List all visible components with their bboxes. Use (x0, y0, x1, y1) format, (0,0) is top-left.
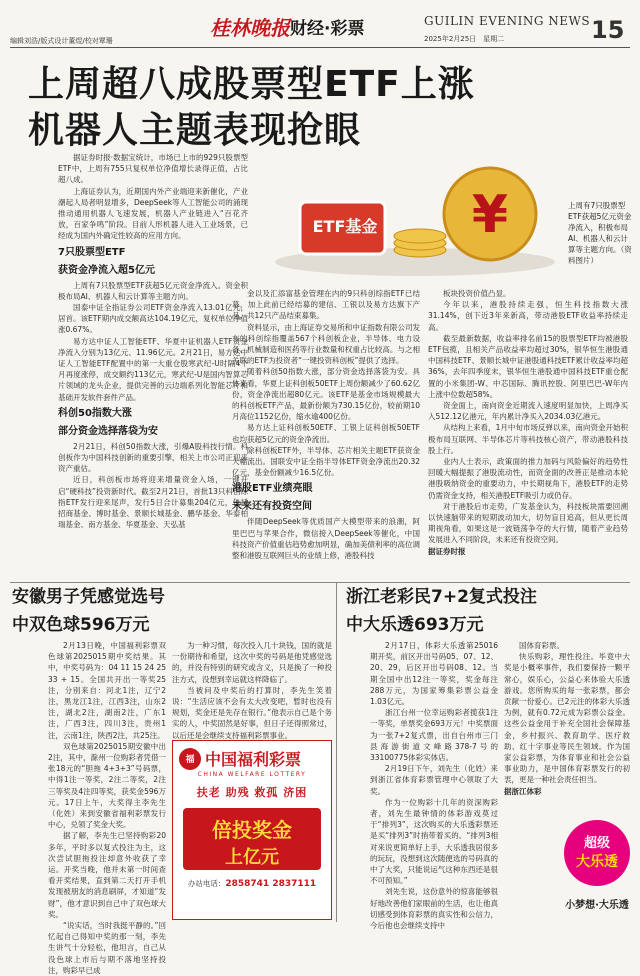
paragraph: 资金面上，南向资金近期流入速度明显加快，上周净买入512.12亿港元，年内累计净买入2034.03亿港元。 (428, 401, 628, 422)
byline: 据证券时报 (428, 546, 466, 556)
paragraph: 近日，科创板市场将迎来增量资金入场，一键开启“硬科技”投资新时代。截至2月21日，首批13只科创综指ETF发行迎来尾声，发行5日合计募集204亿元，包括招商基金、博时基金、景顺长城基金、鹏华基金、华泰柏瑞基金、南方基金、华夏基金、天弘基 (58, 475, 248, 530)
article-left-subtitle: 中双色球596万元 (12, 615, 150, 635)
welfare-promo (183, 808, 321, 870)
paragraph: 业内人士表示，政策面的推力加码与风险偏好的趋势性回暖大幅提振了港股流动性，而资金面的改善正是推动本轮港股吸纳资金的重要动力，中长期视角下，港股ETF的走势仍需资金支持，相关港股ETF吸引力或仍存。 (428, 457, 628, 500)
section-divider (10, 582, 630, 583)
article-right-column-1 (370, 640, 498, 931)
subheading: 港股ETF业绩亮眼 (232, 483, 313, 495)
welfare-lottery-ad (172, 740, 332, 920)
paragraph: 浙江台州一位幸运购彩者揽获1注一等奖，单票奖金693万元！中奖票面为一张7+2复式票，出自台州市三门县海游街道文峰路378-7号的33100775体彩实体店。 (370, 708, 498, 763)
paragraph: 刘先生说，这份意外的惊喜能够很好地改善他们家眼前的生活，也让他真切感受到体育彩票的真实性和公信力，今后他也会继续支持中 (370, 887, 498, 931)
masthead (0, 0, 640, 50)
lead-headline (28, 62, 475, 154)
paragraph: 今年以来，港股持续走强，恒生科技指数大涨31.14%，创下近3年来新高，带动港股ETF收益率持续走高。 (428, 300, 628, 332)
article-right-subtitle: 中大乐透693万元 (346, 615, 484, 635)
paragraph: 2月13日晚，中国福利彩票双色球第2025015期中奖结果。其中，中奖号码为：04 11 15 24 25 33 + 15。全国共开出一等奖25注，分别来自：河北1注，辽宁2注，黑龙江1注，江西3注，山东2注，湖北2注，湖南2注，广东1注，广西3注，四川3注，贵州1注，云南1注，陕西2注，共25注。 (48, 641, 166, 740)
paragraph: 2月19日下午，刘先生（化姓）来到浙江省体育彩票管理中心领取了大奖。 (370, 764, 498, 796)
paragraph: 据了解，李先生已坚持购彩20多年，平时多以复式投注为主，这次尝试胆拖投注却意外收获了幸运。开奖当晚，他并未第一时间查看开奖结果，直到第二天打开手机发现被朋友的消息刷屏，才知道“发财”，他才意识到自己中了双色球大奖。 (48, 831, 166, 919)
paragraph: 作为一位购彩十几年的资深购彩者，刘先生最钟情的体彩游戏莫过于“排列3”，这次购买的大乐透彩票还是买“排列3”时捎带着买的。“排列3相对来说更简单好上手，大乐透我居很多的玩玩，没想到这次随便选的号码真的中了大奖，只能说运气这种东西还是很不可预知。” (370, 797, 498, 886)
article-left-title: 安徽男子凭感觉选号 (12, 587, 165, 607)
paragraph: 上海证券认为，近期国内外产业端迎来新催化，产业潮起人局者明显增多，DeepSeek等人工智能公司的涌现推动通用机器人飞速发展，机器人产业链进入“百花齐放，百家争鸣”阶段。目前人形机器人进入工业场景，已经成为国内外确定性较高的应用方向。 (58, 186, 248, 241)
lead-headline-line1: 上周超八成股票型ETF上涨 (28, 64, 475, 105)
welfare-brand: 中国福利彩票 (205, 750, 302, 769)
editor-credits: 编辑刘浩/版式设计董煜/校对覃珊 (10, 37, 113, 45)
paragraph: 板块投资价值凸显。 (443, 289, 511, 298)
paragraph: 截至最新数据，收益率排名前15的股票型ETF均被港股ETF包揽，且相关产品收益率均超过30%，银华恒生港股通中国科技ETF、景顺长城中证港股通科技ETF累计收益率均超36%，去年四季度末，银华恒生港股通中国科技ETF重仓配置的小米集团-W、中芯国际、腾讯控股、阿里巴巴-W年内上涨中位数超58%。 (428, 333, 628, 399)
lotto-tagline: 小梦想·大乐透 (565, 900, 629, 911)
masthead-rule (10, 47, 630, 48)
super-lotto-icon (564, 820, 630, 886)
subheading: 7只股票型ETF (58, 246, 126, 258)
paragraph: 从结构上来看，1月中旬市场反弹以来，南向资金开始积极布局互联网、半导体芯片等科技核心资产，带动港股科技股上行。 (428, 423, 628, 455)
lead-headline-line2: 机器人主题表现抢眼 (28, 110, 362, 151)
lotto-line-1: 超级 (583, 836, 610, 851)
article-right-column-2 (504, 640, 630, 816)
paragraph: 据证券时报·数据宝统计，市场已上市的929只股票型ETF中，上周有755只复权单位净值增长录得正值，占比超八成。 (58, 153, 248, 185)
page-number: 15 (591, 16, 625, 44)
paper-english-name: GUILIN EVENING NEWS (424, 14, 591, 28)
welfare-logo-icon: 福 (179, 748, 201, 770)
subheading: 未来还有投资空间 (232, 501, 312, 513)
paragraph: 伴随DeepSeek等优质国产大模型带来的浪潮，阿里巴巴与苹果合作，微信接入DeepSeek等催化，中国科技资产价值重估趋势愈加明显，确加美债利率的高位调整和港股互联网巨头的业绩上修，港股科技 (232, 517, 420, 561)
welfare-slogan: 扶老 助残 救孤 济困 (196, 786, 308, 799)
phone-label: 办站电话： (187, 879, 226, 888)
subheading: 科创50指数大涨 (58, 407, 132, 419)
byline: 据浙江体彩 (504, 786, 542, 796)
paragraph: 国泰中证全指证券公司ETF资金净流入13.01亿元，居首。该ETF期内成交额高达104.19亿元，复权单位净值涨0.67%。 (58, 303, 248, 335)
subheading: 部分资金选择落袋为安 (58, 425, 158, 437)
welfare-phone (173, 878, 331, 889)
promo-line-1: 倍投奖金 (212, 818, 292, 842)
article-right-title: 浙江老彩民7+2复式投注 (346, 587, 537, 607)
lotto-line-2: 大乐透 (576, 854, 618, 870)
paragraph: 2月21日，科创50指数大涨，引爆A股科技行情。科创板作为中国科技创新的重要引擎，相关上市公司正迎来资产重估。 (58, 441, 248, 474)
paragraph: 为一种习惯，每次投入几十块钱，国的就是一份期待和希望，这次中奖的号码是他凭感觉选的，并没有特别的研究或含义，只是换了一种投注方式，没想到幸运就这样降临了。 (172, 641, 332, 684)
paragraph: 除科创板ETF外，半导体、芯片相关主题ETF获资金大幅流出。国联安中证全指半导体ETF资金净流出20.32亿元，基金份额减少16.5亿份。 (232, 445, 420, 478)
paragraph: 双色球第2025015期安徽中出2注，其中，滁州一位购彩者凭借一张18元的“胆拖 4+3+3”号码票，中得1注一等奖，2注二等奖，2注三等奖及4注四等奖，获奖金596万元。17日上午，大奖得主李先生（化姓）来到安徽省福利彩票发行中心，兑领了奖金大奖。 (48, 741, 166, 830)
svg-text:¥: ¥ (471, 185, 509, 245)
subheading: 获资金净流入超5亿元 (58, 264, 155, 276)
paragraph: 金以及汇添富基金管理在内的9只科创综指ETF已结募，加上此前已经结募的建信、工银以及易方达旗下产品，共12只产品结束募集。 (232, 289, 420, 321)
image-caption: 上周有7只股票型ETF获超5亿元资金净流入，积极布局AI、机器人和云计算等主题方向。（资料图片） (568, 201, 632, 265)
promo-line-2: 上亿元 (225, 847, 279, 868)
paragraph: 对于港股后市走势，广发基金认为，科技板块需要回溯以快速脑带来的短期波动加大，切勿盲目追高，但从更长周期视角看，如果这是一波链荡争夺的大行情，随着产业趋势发展进入不同阶段，未来还有投资空间。 (428, 501, 628, 545)
article-left-column-1 (48, 640, 166, 975)
lead-column-1 (58, 152, 248, 580)
paragraph: 当被问及中奖后的打算时，李先生笑着说：“生活应该不会有太大改变吧，暂时也没有规划，奖金还是先存在银行。”他表示自己是个务实的人，中奖固然是好事，但日子还得照常过，以后还是会继续支持福利彩票事业。 (172, 685, 332, 740)
paragraph: 随着科创50指数大涨，部分资金选择落袋为安。具体来看，华夏上证科创板50ETF上周份额减少了60.62亿份，资金净流出超80亿元。该ETF是基金市场规模最大的科创板ETF产品，最新份额为730.15亿份，较前期10月高位1152亿份，缩水逾400亿份。 (232, 367, 420, 422)
phone-numbers: 2858741 2837111 (225, 879, 317, 889)
lead-column-2 (232, 288, 420, 580)
paragraph: 易方达中证人工智能ETF、华夏中证机器人ETF资金净流入分别为13亿元、11.96亿元。2月21日，易方达中证人工智能ETF配置中的第一大重仓股寒武纪-U时隔4个月再度涨停，成交额约113亿元，寒武纪-U是国内智算芯片领域的龙头企业，提供完善的云边端系列化智能芯片和基础开发软件套件产品。 (58, 336, 248, 402)
paragraph: 2月17日，体彩大乐透第25016期开奖，前区开出号码05、07、12、20、29，后区开出号码08、12。当期全国中出12注一等奖，奖金每注288万元，为国家筹集彩票公益金1.03亿元。 (370, 641, 498, 707)
paragraph: 国体育彩票。 (519, 641, 564, 650)
paragraph: 资料显示，由上海证券交易所和中证指数有限公司发布的科创综指覆盖567个科创板企业，半导体、电力设备、机械制造和医药等行业数量和权重占比较高。与之相关联的ETF为投资者“一键投资科创板”提供了选择。 (232, 322, 420, 366)
paper-name: 桂林晚报 (210, 16, 290, 40)
paragraph: “说实话，当时我挺平静的。”回忆起自己得知中奖的那一刻，李先生讲气十分轻松，他坦言，自己从没色球上市后与期不落地坚持投注，购彩早已成 (48, 921, 166, 975)
section-name: 财经·彩票 (290, 19, 365, 39)
welfare-logo-row (173, 741, 331, 770)
paragraph: 易方达上证科创板50ETF、工银上证科创板50ETF也均获超5亿元的资金净流出。 (232, 423, 420, 444)
illustration-text: ETF基金 (312, 217, 378, 236)
paragraph: 快乐购彩，理性投注。毕竟中大奖是小概率事件，我们要保持一颗平常心，娱乐心，公益心来体验大乐透游戏。您所购买的每一张彩票，都会贡献一份爱心。已2元注的体彩大乐透为例，就有0.72元成为彩票公益金。这些公益金用于补充全国社会保障基金，乡村振兴、教育助学、医疗救助、红十字事业等民生领域。作为国家公益彩票，为体育事业和社会公益事业助力，是中国体育彩票发行的初衷，更是一种社会责任担当。 (504, 652, 630, 785)
article-left-column-2 (172, 640, 332, 738)
issue-date: 2025年2月25日 星期二 (424, 35, 505, 43)
super-lotto-logo (560, 820, 634, 920)
lead-column-3 (428, 288, 628, 580)
etf-fund-illustration (270, 150, 560, 280)
paragraph: 上周有7只股票型ETF获超5亿元资金净流入。资金积极布局AI、机器人和云计算等主题方向。 (58, 280, 248, 301)
welfare-brand-en: CHINA WELFARE LOTTERY (197, 771, 307, 778)
column-divider (336, 582, 337, 922)
